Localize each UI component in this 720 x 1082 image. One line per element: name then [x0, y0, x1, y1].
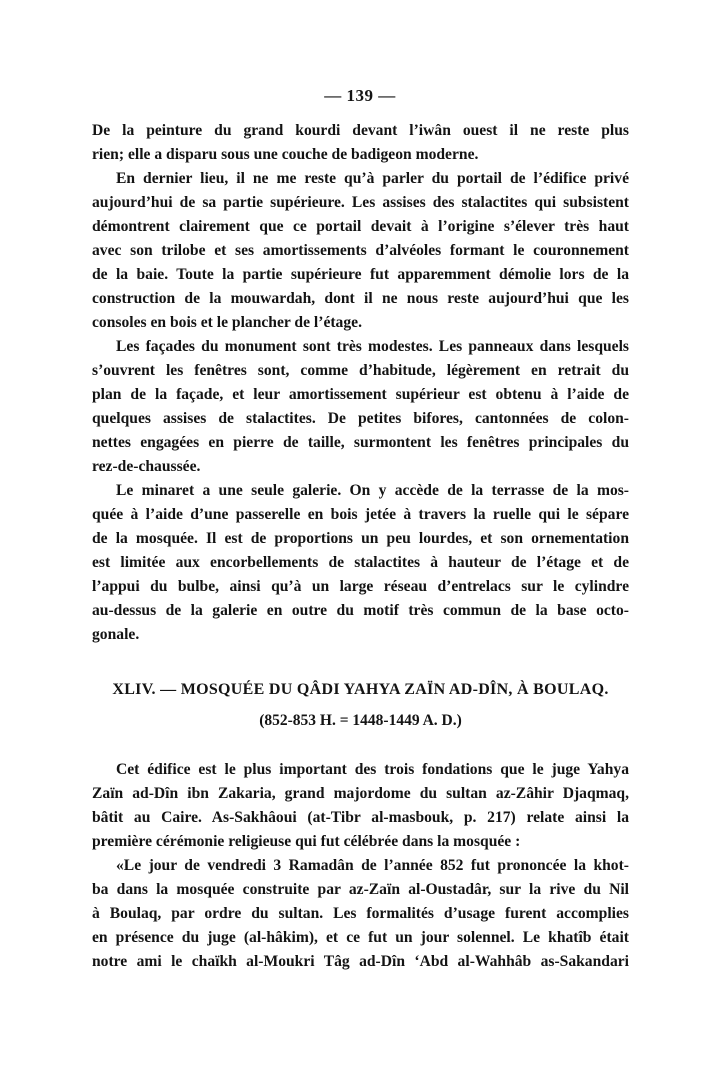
text-line: aujourd’hui de sa partie supérieure. Les assises des stalactites qui subsistent: [92, 194, 629, 211]
text-line: construction de la mouwardah, dont il ne nous reste aujourd’hui que les: [92, 290, 629, 307]
text-line: avec son trilobe et ses amortissements d’alvéoles formant le couronnement: [92, 242, 629, 259]
text-line: l’appui du bulbe, ainsi qu’à un large réseau d’entrelacs sur le cylindre: [92, 578, 629, 595]
text-line: au-dessus de la galerie en outre du motif très commun de la base octo-: [92, 602, 629, 619]
section-dates: (852-853 H. = 1448-1449 A. D.): [259, 712, 462, 729]
text-line: nettes engagées en pierre de taille, surmontent les fenêtres principales du: [92, 434, 629, 451]
text-line: démontrent clairement que ce portail devait à l’origine s’élever très haut: [92, 218, 629, 235]
text-line: Cet édifice est le plus important des trois fondations que le juge Yahya: [116, 761, 629, 778]
text-line: «Le jour de vendredi 3 Ramadân de l’année 852 fut prononcée la khot-: [116, 857, 629, 874]
text-line: notre ami le chaïkh al-Moukri Tâg ad-Dîn ‘Abd al-Wahhâb as-Sakandari: [92, 953, 629, 970]
text-line: de la baie. Toute la partie supérieure fut apparemment démolie lors de la: [92, 266, 629, 283]
text-line: à Boulaq, par ordre du sultan. Les formalités d’usage furent accomplies: [92, 905, 629, 922]
bottom-text-block: [92, 758, 629, 974]
text-line: gonale.: [92, 626, 140, 643]
text-line: s’ouvrent les fenêtres sont, comme d’habitude, légèrement en retrait du: [92, 362, 629, 379]
text-line: première cérémonie religieuse qui fut célébrée dans la mosquée :: [92, 833, 521, 850]
section-heading: XLIV. — MOSQUÉE DU QÂDI YAHYA ZAÏN AD-DÎN, À BOULAQ.: [112, 681, 609, 698]
text-line: Le minaret a une seule galerie. On y accède de la terrasse de la mos-: [116, 482, 629, 499]
paragraph-1: [92, 119, 629, 167]
text-line: En dernier lieu, il ne me reste qu’à parler du portail de l’édifice privé: [116, 170, 629, 187]
paragraph-6: [92, 854, 629, 974]
text-line: plan de la façade, et leur amortissement supérieur est obtenu à l’aide de: [92, 386, 629, 403]
text-line: consoles en bois et le plancher de l’étage.: [92, 314, 362, 331]
text-line: quelques assises de stalactites. De petites bifores, cantonnées de colon-: [92, 410, 629, 427]
paragraph-3: [92, 335, 629, 479]
text-line: en présence du juge (al-hâkim), et ce fut un jour solennel. Le khatîb était: [92, 929, 629, 946]
text-line: Les façades du monument sont très modestes. Les panneaux dans lesquels: [116, 338, 629, 355]
text-line: De la peinture du grand kourdi devant l’iwân ouest il ne reste plus: [92, 122, 629, 139]
paragraph-4: [92, 479, 629, 647]
paragraph-2: [92, 167, 629, 335]
paragraph-5: [92, 758, 629, 854]
top-text-block: [92, 119, 629, 647]
text-line: Zaïn ad-Dîn ibn Zakaria, grand majordome du sultan az-Zâhir Djaqmaq,: [92, 785, 629, 802]
text-line: bâtit au Caire. As-Sakhâoui (at-Tibr al-masbouk, p. 217) relate ainsi la: [92, 809, 629, 826]
page-number: — 139 —: [324, 86, 396, 105]
text-line: est limitée aux encorbellements de stalactites à hauteur de l’étage et de: [92, 554, 629, 571]
text-line: quée à l’aide d’une passerelle en bois jetée à travers la ruelle qui le sépare: [92, 506, 629, 523]
text-line: rien; elle a disparu sous une couche de badigeon moderne.: [92, 146, 479, 163]
text-line: ba dans la mosquée construite par az-Zaïn al-Oustadâr, sur la rive du Nil: [92, 881, 629, 898]
text-line: de la mosquée. Il est de proportions un peu lourdes, et son ornementation: [92, 530, 629, 547]
text-line: rez-de-chaussée.: [92, 458, 201, 475]
